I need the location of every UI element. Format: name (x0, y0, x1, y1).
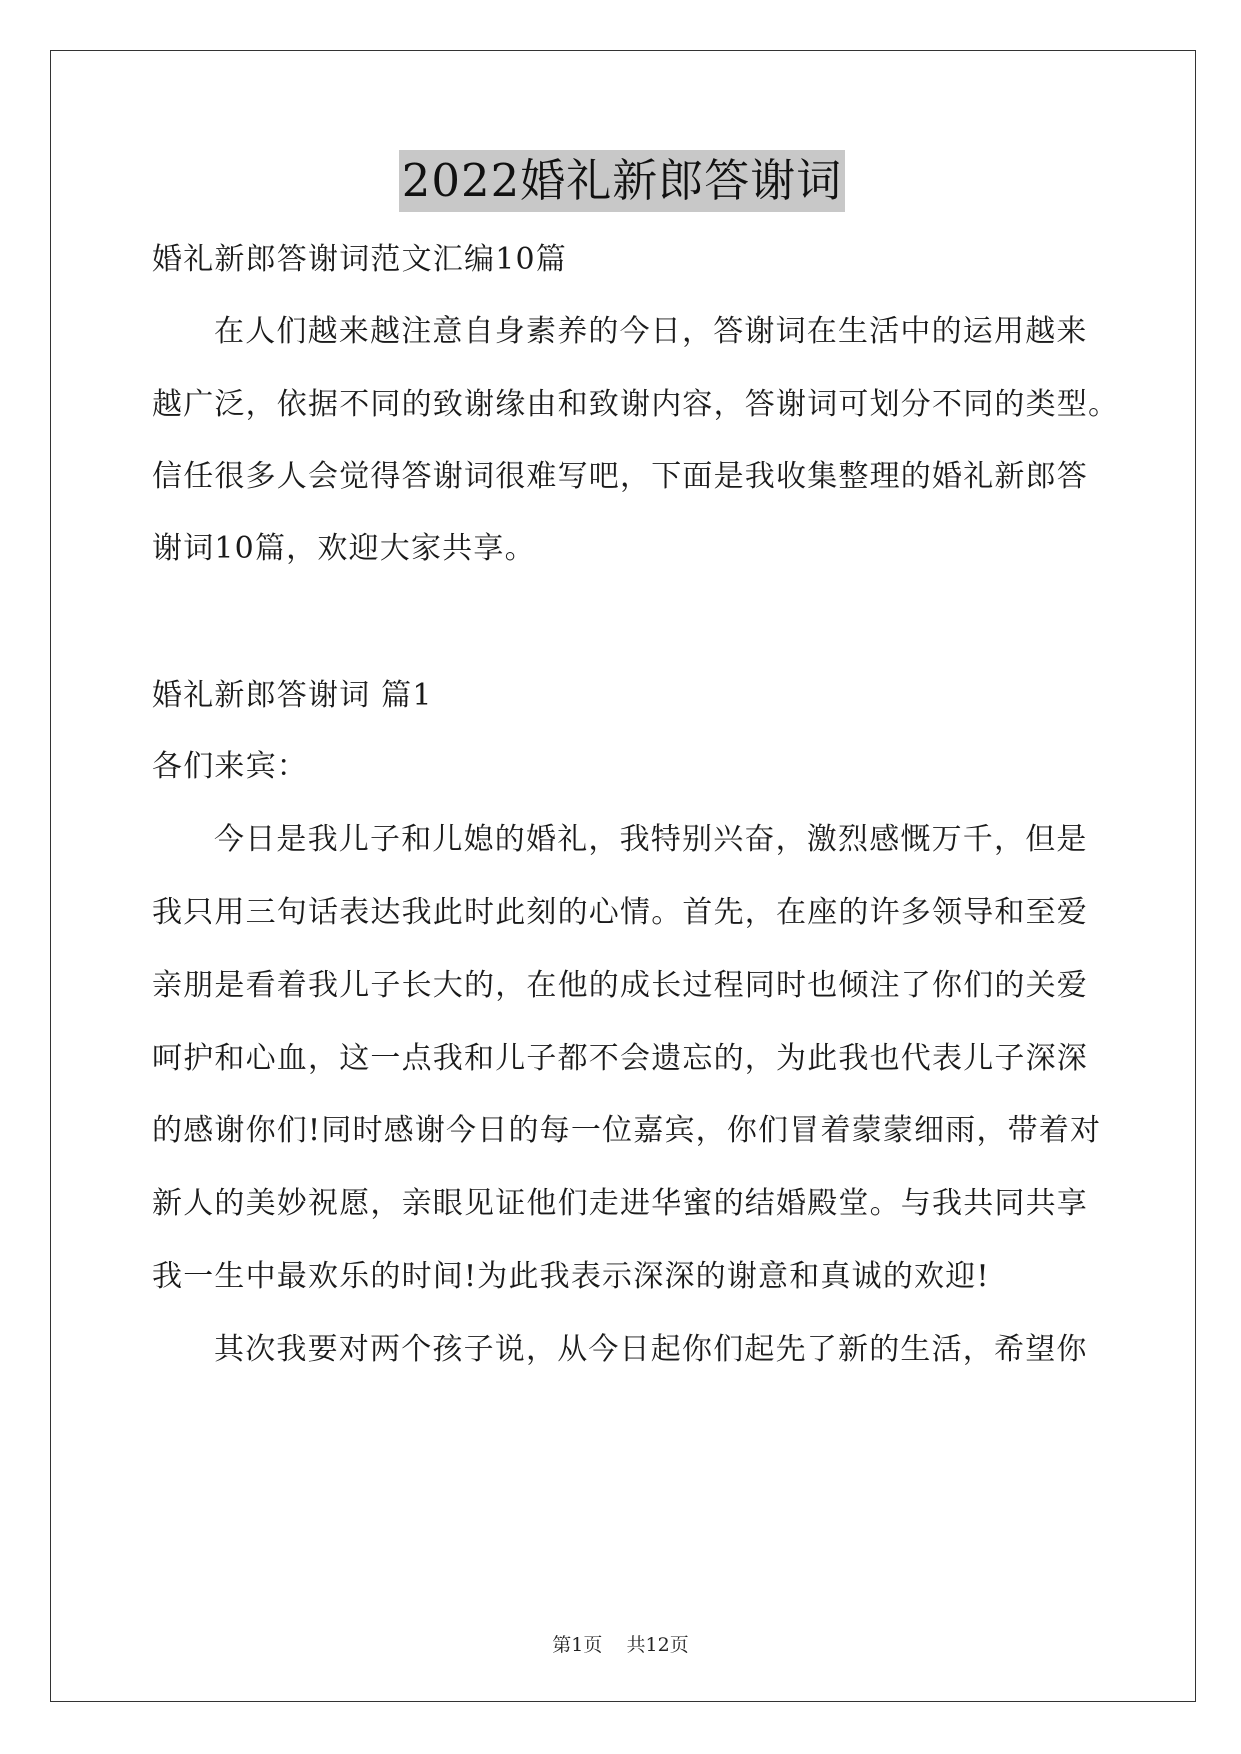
greeting: 各们来宾： (152, 749, 308, 784)
paragraph-line: 的感谢你们!同时感谢今日的每一位嘉宾，你们冒着蒙蒙细雨，带着对 (152, 1113, 1102, 1148)
paragraph-line: 我只用三句话表达我此时此刻的心情。首先，在座的许多领导和至爱 (152, 895, 1088, 930)
paragraph-line: 其次我要对两个孩子说，从今日起你们起先了新的生活，希望你 (214, 1332, 1088, 1367)
intro-line: 信任很多人会觉得答谢词很难写吧，下面是我收集整理的婚礼新郎答 (152, 459, 1088, 494)
page-border (50, 50, 1196, 1702)
intro-line: 在人们越来越注意自身素养的今日，答谢词在生活中的运用越来 (214, 314, 1088, 349)
intro-line: 越广泛，依据不同的致谢缘由和致谢内容，答谢词可划分不同的类型。 (152, 387, 1120, 422)
document-title: 2022婚礼新郎答谢词 (399, 150, 846, 212)
section-heading: 婚礼新郎答谢词 篇1 (152, 678, 433, 713)
document-subtitle: 婚礼新郎答谢词范文汇编10篇 (152, 242, 567, 277)
paragraph-line: 我一生中最欢乐的时间!为此我表示深深的谢意和真诚的欢迎! (152, 1259, 990, 1294)
paragraph-line: 呵护和心血，这一点我和儿子都不会遗忘的，为此我也代表儿子深深 (152, 1041, 1088, 1076)
paragraph-line: 新人的美妙祝愿，亲眼见证他们走进华蜜的结婚殿堂。与我共同共享 (152, 1186, 1088, 1221)
title-wrap (152, 150, 1092, 212)
paragraph-line: 亲朋是看着我儿子长大的，在他的成长过程同时也倾注了你们的关爱 (152, 968, 1088, 1003)
paragraph-line: 今日是我儿子和儿媳的婚礼，我特别兴奋，激烈感慨万千，但是 (214, 822, 1088, 857)
page-footer: 第1页 共12页 (552, 1634, 689, 1656)
intro-line: 谢词10篇，欢迎大家共享。 (152, 531, 536, 566)
